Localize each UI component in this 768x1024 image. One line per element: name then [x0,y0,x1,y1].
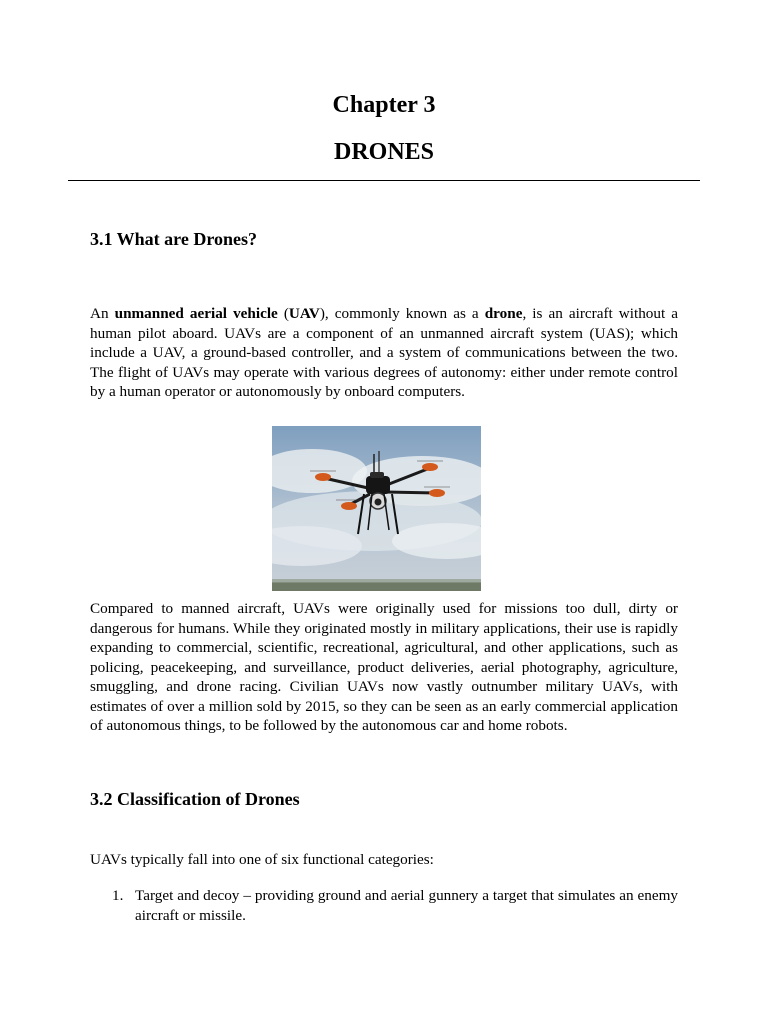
chapter-title: DRONES [333,139,435,165]
text-run: ), commonly known as a [319,305,485,322]
chapter-label: Chapter 3 [332,92,436,118]
section-heading-what-are-drones: 3.1 What are Drones? [90,229,258,249]
term-drone: drone [484,305,523,322]
text-run: , is an aircraft without a human pilot aboard. UAVs are a component of an unmanned aircraft system (UAS); which include a UAV, a ground-based controller, and a system of communications between the two. The flight of UAVs may operate with various degrees of autonomy: either under remote control by a human operator or autonomously by onboard computers. [90,305,678,400]
paragraph-categories-intro: UAVs typically fall into one of six functional categories: [90,851,434,868]
term-unmanned-aerial-vehicle: unmanned aerial vehicle [114,305,278,322]
text-run: ( [277,305,289,322]
drone-photo [272,426,481,591]
list-item-text: Target and decoy – providing ground and aerial gunnery a target that simulates an enemy aircraft or missile. [135,887,678,924]
category-list [90,886,678,925]
drone-photo-drawing [272,426,481,591]
paragraph-uav-definition [90,304,678,402]
section-heading-classification: 3.2 Classification of Drones [90,789,300,809]
list-item-number: 1. [112,887,124,904]
term-uav: UAV [288,305,320,322]
text-run: An [90,305,115,322]
horizontal-divider [68,180,700,181]
paragraph-uav-applications: Compared to manned aircraft, UAVs were originally used for missions too dull, dirty or dangerous for humans. While they originated mostly in military applications, their use is rapidly expanding to commercial, scientific, recreational, agricultural, and other applications, such as policing, peacekeeping, and surveillance, product deliveries, aerial photography, agriculture, smuggling, and drone racing. Civilian UAVs now vastly outnumber military UAVs, with estimates of over a million sold by 2015, so they can be seen as an early commercial application of autonomous things, to be followed by the autonomous car and home robots. [90,600,678,734]
list-item [90,886,678,925]
